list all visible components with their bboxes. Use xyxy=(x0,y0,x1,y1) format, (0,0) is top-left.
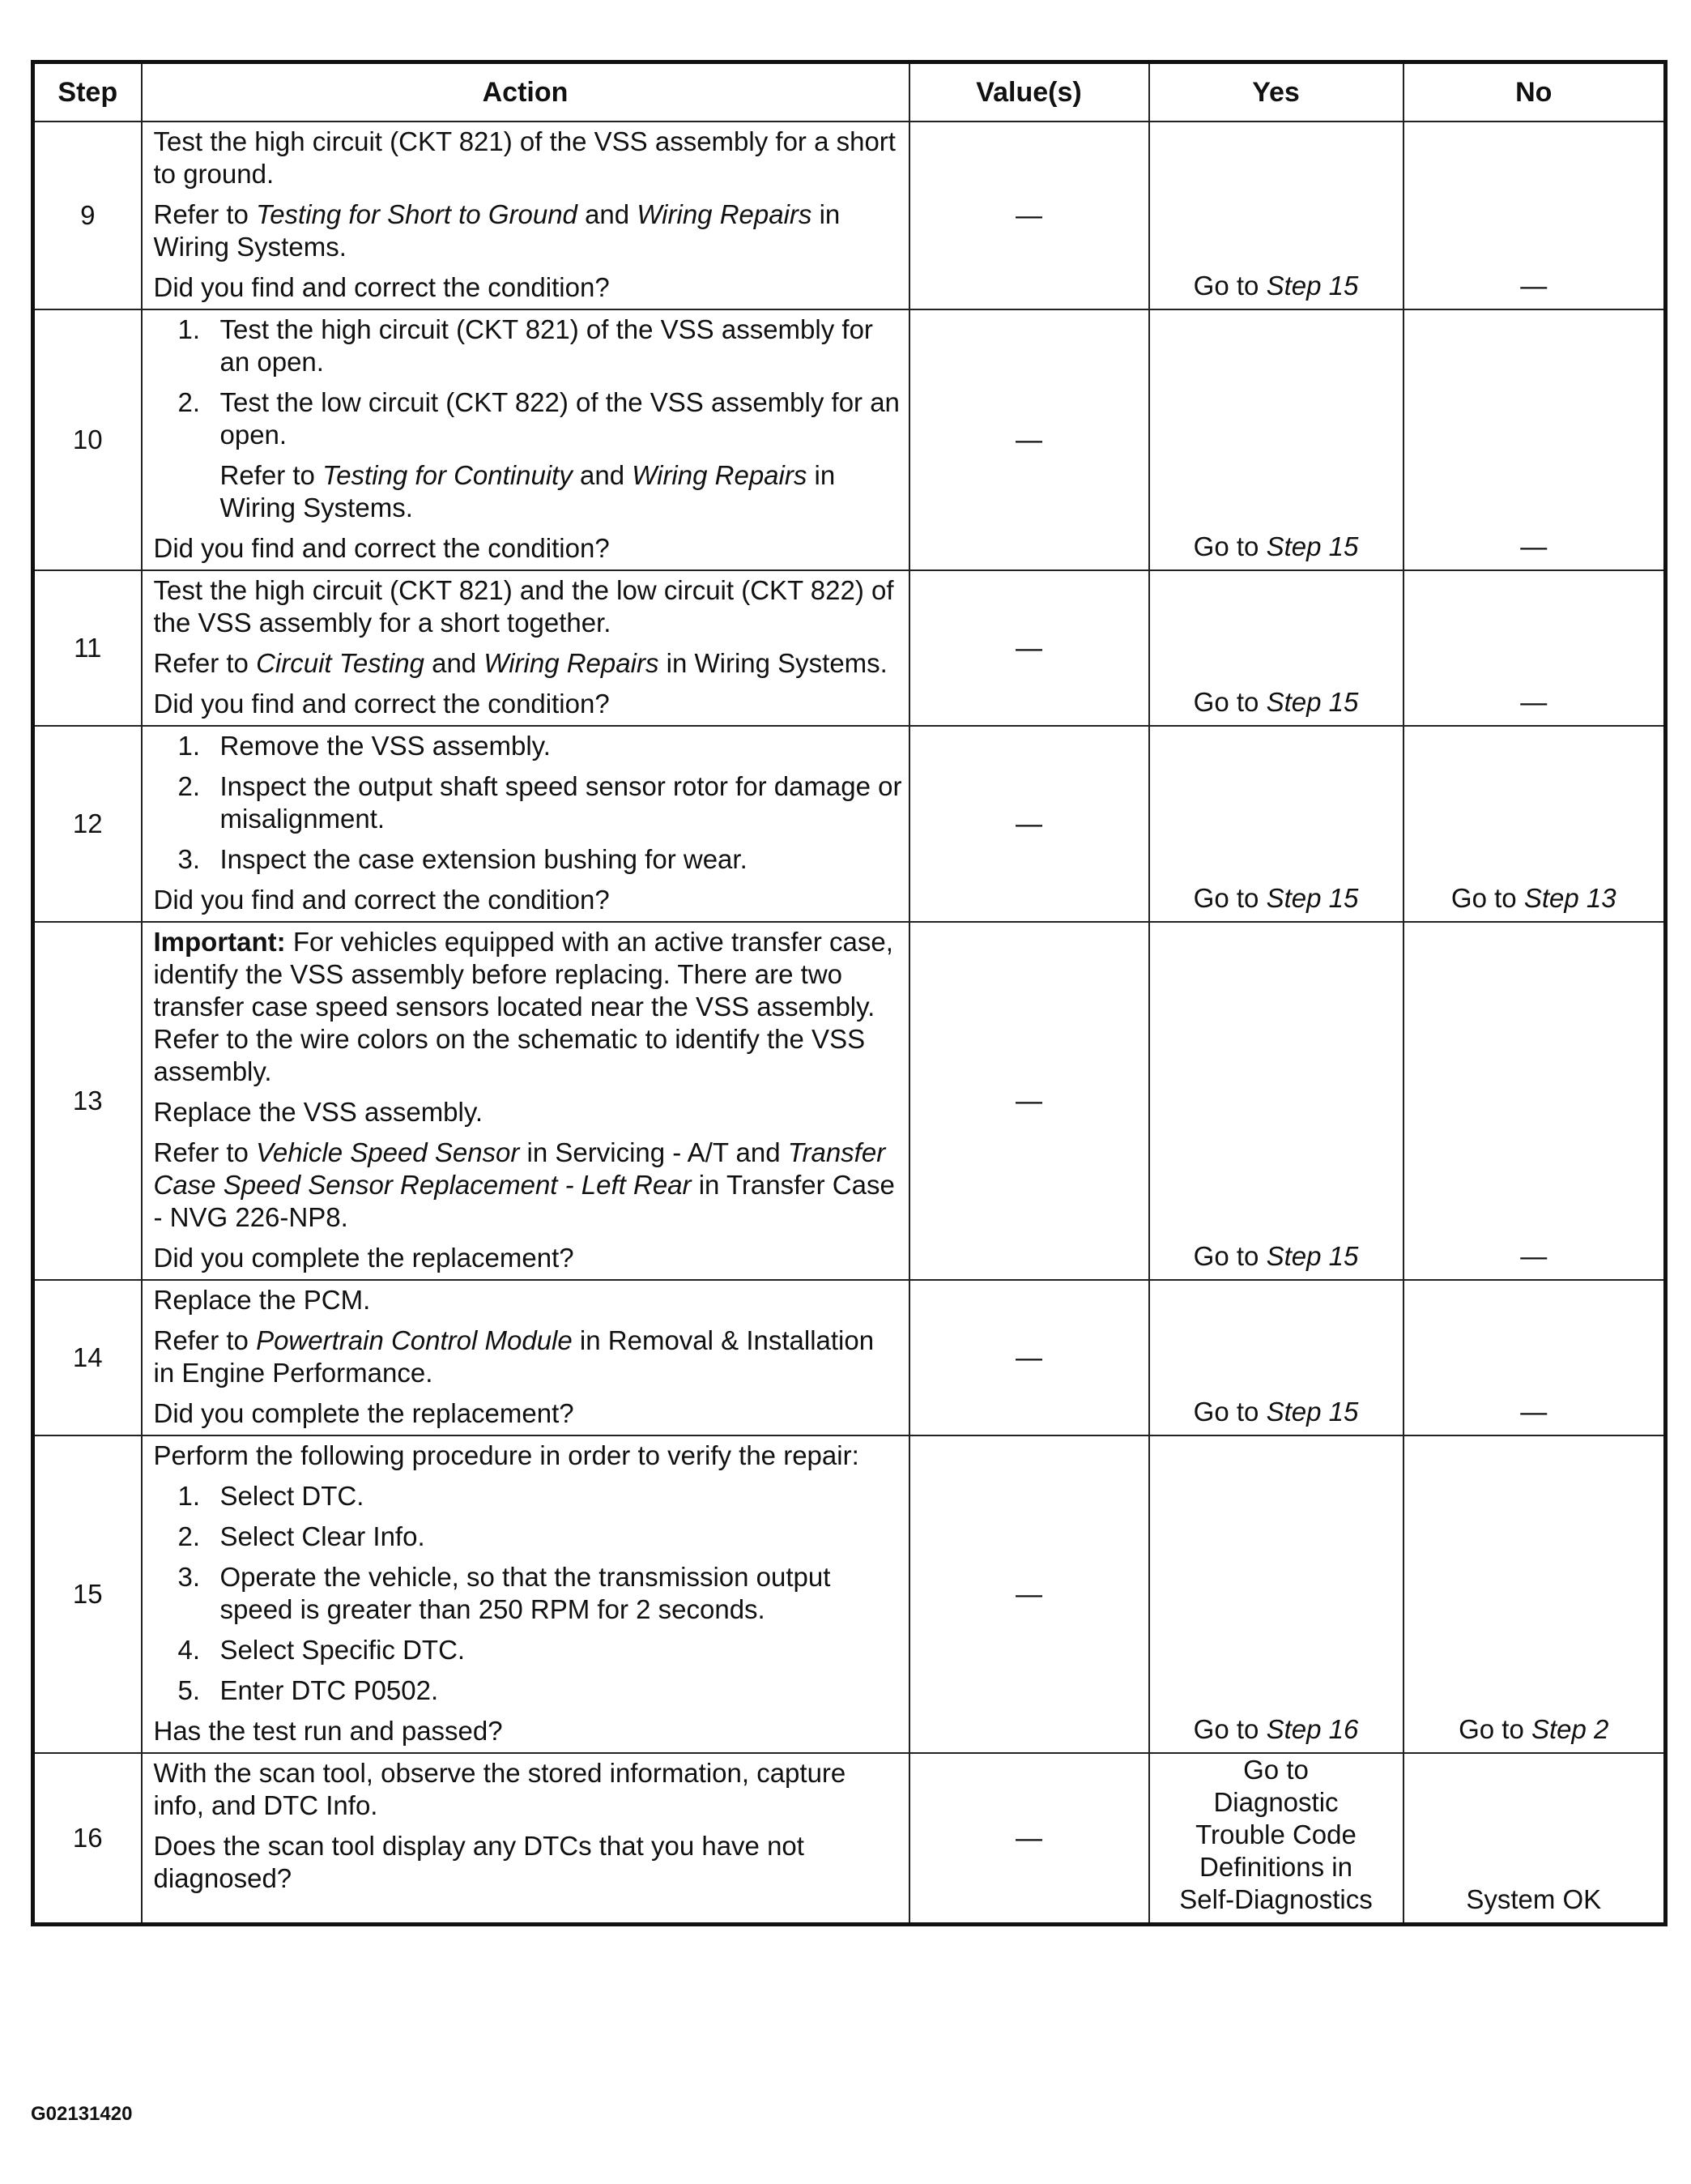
action-paragraph xyxy=(154,1715,902,1747)
goto-step-link[interactable]: Step 15 xyxy=(1266,271,1359,301)
action-paragraph xyxy=(154,1096,902,1128)
action-content xyxy=(143,1436,909,1752)
table-row xyxy=(33,1280,1666,1435)
goto-step-link[interactable]: Step 15 xyxy=(1266,531,1359,561)
yes-cell xyxy=(1149,309,1403,570)
action-text: Does the scan tool display any DTCs that you have not diagnosed? xyxy=(153,1831,804,1893)
action-text: and xyxy=(572,460,633,490)
action-text: Did you find and correct the condition? xyxy=(153,885,610,915)
step-number: 9 xyxy=(33,122,142,309)
goto-text: Go to xyxy=(1193,271,1267,301)
col-header-no: No xyxy=(1403,62,1666,122)
step-number: 16 xyxy=(33,1753,142,1925)
action-text: Operate the vehicle, so that the transmission output speed is greater than 250 RPM for 2 seconds. xyxy=(219,1562,831,1624)
action-cell xyxy=(142,309,909,570)
goto-text: Go to xyxy=(1193,883,1267,913)
reference-title: Testing for Continuity xyxy=(322,460,573,490)
action-cell xyxy=(142,726,909,922)
action-content xyxy=(143,310,909,569)
action-paragraph xyxy=(154,1324,902,1389)
value-cell: — xyxy=(909,726,1149,922)
action-text: Select Clear Info. xyxy=(219,1521,425,1551)
goto-text: Go to xyxy=(1459,1714,1531,1744)
action-paragraph xyxy=(154,1284,902,1316)
reference-title: Wiring Repairs xyxy=(632,460,807,490)
yes-cell xyxy=(1149,122,1403,309)
procedure-step xyxy=(154,1521,902,1553)
goto-step-link[interactable]: Step 15 xyxy=(1266,1397,1359,1427)
action-text: in Wiring Systems. xyxy=(153,199,841,262)
procedure-step-number: 4. xyxy=(177,1635,201,1665)
action-content xyxy=(143,1281,909,1435)
goto-text: Go to xyxy=(1193,1241,1267,1271)
diagnostic-table xyxy=(31,60,1668,1926)
procedure-list xyxy=(154,730,902,876)
goto-step-link[interactable]: Step 2 xyxy=(1531,1714,1609,1744)
goto-step-link[interactable]: Step 13 xyxy=(1523,883,1616,913)
yes-cell xyxy=(1149,922,1403,1280)
table-row xyxy=(33,570,1666,726)
procedure-step-number: 5. xyxy=(177,1675,201,1705)
action-paragraph xyxy=(154,1397,902,1430)
action-text: in Wiring Systems. xyxy=(658,648,888,678)
action-text: With the scan tool, observe the stored information, capture info, and DTC Info. xyxy=(153,1758,846,1820)
reference-title: Powertrain Control Module xyxy=(256,1325,573,1355)
action-text: Did you complete the replacement? xyxy=(153,1398,574,1428)
reference-title: Wiring Repairs xyxy=(637,199,812,229)
goto-step-link[interactable]: Step 15 xyxy=(1266,687,1359,717)
procedure-step xyxy=(154,1634,902,1666)
goto-text: Go to xyxy=(1193,687,1267,717)
step-number: 12 xyxy=(33,726,142,922)
procedure-step-number: 2. xyxy=(177,771,201,801)
reference-title: Transfer Case Speed Sensor Replacement - Left Rear xyxy=(153,1137,886,1200)
procedure-step xyxy=(154,386,902,451)
table-row xyxy=(33,309,1666,570)
action-text: Perform the following procedure in order to verify the repair: xyxy=(153,1440,859,1470)
procedure-step-number: 2. xyxy=(177,1521,201,1551)
step-number: 10 xyxy=(33,309,142,570)
table-body xyxy=(33,122,1666,1925)
no-cell xyxy=(1403,122,1666,309)
no-result: — xyxy=(1520,271,1548,301)
action-text: Test the high circuit (CKT 821) and the low circuit (CKT 822) of the VSS assembly for a short together. xyxy=(153,575,894,638)
reference-note xyxy=(154,459,902,524)
action-text: in Transfer Case - NVG 226-NP8. xyxy=(153,1170,895,1232)
goto-text: Go to xyxy=(1193,531,1267,561)
no-result: — xyxy=(1520,1241,1548,1271)
action-text: Refer to xyxy=(153,1137,257,1167)
no-cell xyxy=(1403,1753,1666,1925)
action-text: and xyxy=(424,648,484,678)
reference-title: Testing for Short to Ground xyxy=(256,199,577,229)
value-cell: — xyxy=(909,1435,1149,1753)
no-result: — xyxy=(1520,531,1548,561)
yes-cell xyxy=(1149,570,1403,726)
action-paragraph xyxy=(154,926,902,1088)
yes-line: Diagnostic xyxy=(1213,1787,1339,1817)
action-text: in Servicing - A/T and xyxy=(519,1137,788,1167)
action-paragraph xyxy=(154,647,902,680)
no-cell xyxy=(1403,922,1666,1280)
yes-line: Trouble Code xyxy=(1195,1819,1357,1849)
action-paragraph xyxy=(154,1137,902,1234)
step-number: 15 xyxy=(33,1435,142,1753)
action-text: Refer to xyxy=(153,199,257,229)
yes-cell xyxy=(1149,1753,1403,1925)
action-text: Test the low circuit (CKT 822) of the VSS assembly for an open. xyxy=(219,387,900,450)
value-cell: — xyxy=(909,309,1149,570)
action-text: Did you find and correct the condition? xyxy=(153,533,610,563)
figure-id: G02131420 xyxy=(31,2103,133,2125)
action-text: Replace the PCM. xyxy=(153,1285,371,1315)
action-paragraph xyxy=(154,271,902,304)
procedure-step-number: 1. xyxy=(177,314,201,344)
action-paragraph xyxy=(154,688,902,720)
action-text: Remove the VSS assembly. xyxy=(219,731,551,761)
goto-text: Go to xyxy=(1193,1714,1267,1744)
action-paragraph xyxy=(154,1440,902,1472)
important-label: Important: xyxy=(153,927,286,957)
header-row xyxy=(33,62,1666,122)
step-number: 14 xyxy=(33,1280,142,1435)
yes-line: Definitions in xyxy=(1199,1852,1352,1882)
action-text: in Wiring Systems. xyxy=(219,460,836,523)
action-content xyxy=(143,1754,909,1900)
no-result: System OK xyxy=(1466,1884,1602,1914)
reference-title: Circuit Testing xyxy=(256,648,424,678)
action-paragraph xyxy=(154,1242,902,1274)
no-cell xyxy=(1403,309,1666,570)
action-content xyxy=(143,571,909,725)
goto-text: Go to xyxy=(1450,883,1524,913)
action-content xyxy=(143,122,909,309)
action-text: Inspect the output shaft speed sensor rotor for damage or misalignment. xyxy=(219,771,902,834)
action-text: Inspect the case extension bushing for wear. xyxy=(219,844,748,874)
action-text: Replace the VSS assembly. xyxy=(153,1097,483,1127)
action-text: Test the high circuit (CKT 821) of the VSS assembly for a short to ground. xyxy=(153,126,896,189)
yes-cell xyxy=(1149,726,1403,922)
yes-cell xyxy=(1149,1280,1403,1435)
no-cell xyxy=(1403,570,1666,726)
action-text: and xyxy=(577,199,637,229)
procedure-step-number: 3. xyxy=(177,1562,201,1592)
table-row xyxy=(33,726,1666,922)
col-header-values: Value(s) xyxy=(909,62,1149,122)
reference-title: Vehicle Speed Sensor xyxy=(256,1137,520,1167)
action-cell xyxy=(142,570,909,726)
step-number: 13 xyxy=(33,922,142,1280)
procedure-step xyxy=(154,843,902,876)
yes-line: Self-Diagnostics xyxy=(1179,1884,1373,1914)
goto-text: Go to xyxy=(1193,1397,1267,1427)
goto-step-link[interactable]: Step 15 xyxy=(1266,1241,1359,1271)
action-paragraph xyxy=(154,126,902,190)
yes-line: Go to xyxy=(1243,1755,1309,1785)
action-text: For vehicles equipped with an active transfer case, identify the VSS assembly before replacing. There are two transfer case speed sensors located near the VSS assembly. Refer to the wire colors on the schematic to identify the VSS assembly. xyxy=(153,927,893,1086)
procedure-step-number: 1. xyxy=(177,731,201,761)
goto-step-link[interactable]: Step 16 xyxy=(1266,1714,1359,1744)
action-cell xyxy=(142,1435,909,1753)
col-header-action: Action xyxy=(142,62,909,122)
action-text: in Removal & Installation in Engine Performance. xyxy=(153,1325,875,1388)
procedure-step xyxy=(154,770,902,835)
value-cell: — xyxy=(909,122,1149,309)
procedure-step-number: 1. xyxy=(177,1481,201,1511)
procedure-step-number: 2. xyxy=(177,387,201,417)
no-result: — xyxy=(1520,1397,1548,1427)
action-text: Has the test run and passed? xyxy=(153,1716,503,1746)
no-cell xyxy=(1403,1435,1666,1753)
col-header-yes: Yes xyxy=(1149,62,1403,122)
procedure-list xyxy=(154,314,902,451)
col-header-step: Step xyxy=(33,62,142,122)
table-row xyxy=(33,1435,1666,1753)
step-number: 11 xyxy=(33,570,142,726)
action-text: Enter DTC P0502. xyxy=(219,1675,439,1705)
action-cell xyxy=(142,122,909,309)
action-text: Test the high circuit (CKT 821) of the VSS assembly for an open. xyxy=(219,314,873,377)
action-paragraph xyxy=(154,884,902,916)
no-result: — xyxy=(1520,687,1548,717)
action-cell xyxy=(142,1280,909,1435)
action-paragraph xyxy=(154,532,902,565)
procedure-step xyxy=(154,1480,902,1512)
action-text: Did you complete the replacement? xyxy=(153,1243,574,1273)
procedure-step-number: 3. xyxy=(177,844,201,874)
table-row xyxy=(33,1753,1666,1925)
action-cell xyxy=(142,1753,909,1925)
yes-cell xyxy=(1149,1435,1403,1753)
procedure-step xyxy=(154,1674,902,1707)
no-cell xyxy=(1403,726,1666,922)
action-text: Select Specific DTC. xyxy=(219,1635,466,1665)
action-text: Did you find and correct the condition? xyxy=(153,689,610,719)
action-content xyxy=(143,923,909,1279)
action-content xyxy=(143,727,909,921)
action-paragraph xyxy=(154,198,902,263)
value-cell: — xyxy=(909,1280,1149,1435)
action-paragraph xyxy=(154,1830,902,1895)
action-paragraph xyxy=(154,574,902,639)
table-row xyxy=(33,122,1666,309)
procedure-step xyxy=(154,314,902,378)
procedure-list xyxy=(154,1480,902,1707)
action-paragraph xyxy=(154,1757,902,1822)
no-cell xyxy=(1403,1280,1666,1435)
action-text: Did you find and correct the condition? xyxy=(153,272,610,302)
goto-step-link[interactable]: Step 15 xyxy=(1266,883,1359,913)
procedure-step xyxy=(154,1561,902,1626)
reference-title: Wiring Repairs xyxy=(483,648,659,678)
value-cell: — xyxy=(909,1753,1149,1925)
table-row xyxy=(33,922,1666,1280)
action-text: Select DTC. xyxy=(219,1481,364,1511)
value-cell: — xyxy=(909,922,1149,1280)
value-cell: — xyxy=(909,570,1149,726)
action-text: Refer to xyxy=(153,648,257,678)
action-cell xyxy=(142,922,909,1280)
procedure-step xyxy=(154,730,902,762)
action-text: Refer to xyxy=(219,460,323,490)
action-text: Refer to xyxy=(153,1325,257,1355)
